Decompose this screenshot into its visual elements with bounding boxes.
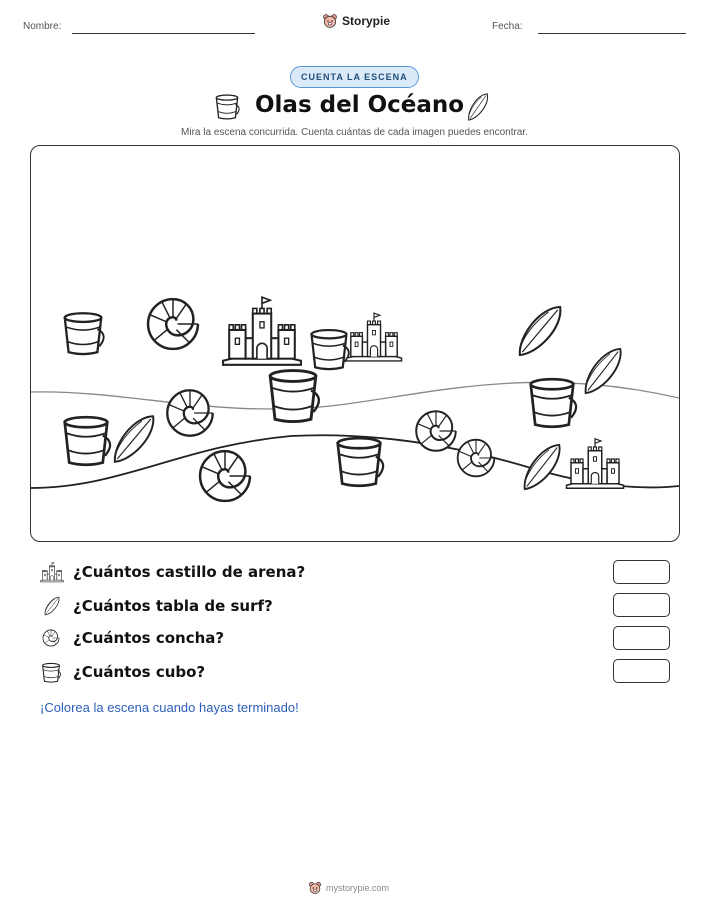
- sandcastle-icon[interactable]: [345, 310, 403, 364]
- bucket-icon[interactable]: [59, 306, 107, 358]
- site-url[interactable]: mystorypie.com: [326, 883, 390, 893]
- answer-box-surfboard[interactable]: [613, 593, 670, 617]
- answer-box-sandcastle[interactable]: [613, 560, 670, 584]
- bucket-icon[interactable]: [263, 361, 323, 427]
- scene-frame: [30, 145, 680, 542]
- brand-name: Storypie: [342, 14, 391, 28]
- coloring-note: ¡Colorea la escena cuando hayas terminado!: [40, 700, 299, 715]
- bucket-icon: [213, 92, 241, 120]
- question-text: ¿Cuántos castillo de arena?: [73, 563, 306, 581]
- brand-logo: [322, 13, 390, 29]
- seashell-icon: [40, 627, 62, 649]
- bear-logo-icon: [322, 13, 338, 29]
- bucket-icon[interactable]: [524, 370, 580, 432]
- name-label: Nombre:: [23, 21, 62, 32]
- bucket-icon[interactable]: [331, 429, 387, 491]
- sandcastle-icon[interactable]: [221, 294, 303, 368]
- seashell-icon[interactable]: [451, 433, 501, 483]
- question-text: ¿Cuántos concha?: [73, 629, 225, 647]
- sandcastle-icon[interactable]: [565, 436, 625, 491]
- bear-logo-icon: [308, 881, 322, 895]
- seashell-icon[interactable]: [159, 382, 221, 444]
- date-field[interactable]: [538, 33, 686, 34]
- answer-box-seashell[interactable]: [613, 626, 670, 650]
- question-row-sandcastle: [40, 561, 305, 583]
- surfboard-icon: [458, 86, 497, 128]
- sandcastle-icon: [40, 561, 64, 583]
- seashell-icon[interactable]: [139, 290, 207, 358]
- surfboard-icon: [38, 592, 65, 621]
- page-title: Olas del Océano: [255, 92, 465, 118]
- seashell-icon[interactable]: [191, 442, 259, 510]
- date-label: Fecha:: [492, 21, 523, 32]
- bucket-icon: [40, 661, 62, 683]
- question-row-seashell: [40, 627, 224, 649]
- question-row-bucket: [40, 661, 205, 683]
- question-row-surfboard: [40, 594, 273, 618]
- instructions: Mira la escena concurrida. Cuenta cuántas de cada imagen puedes encontrar.: [181, 127, 528, 138]
- name-field[interactable]: [72, 33, 255, 34]
- answer-box-bucket[interactable]: [613, 659, 670, 683]
- question-text: ¿Cuántos tabla de surf?: [73, 597, 273, 615]
- site-footer: [308, 881, 389, 895]
- question-text: ¿Cuántos cubo?: [73, 663, 206, 681]
- bucket-icon[interactable]: [58, 407, 114, 471]
- activity-badge: CUENTA LA ESCENA: [290, 66, 419, 88]
